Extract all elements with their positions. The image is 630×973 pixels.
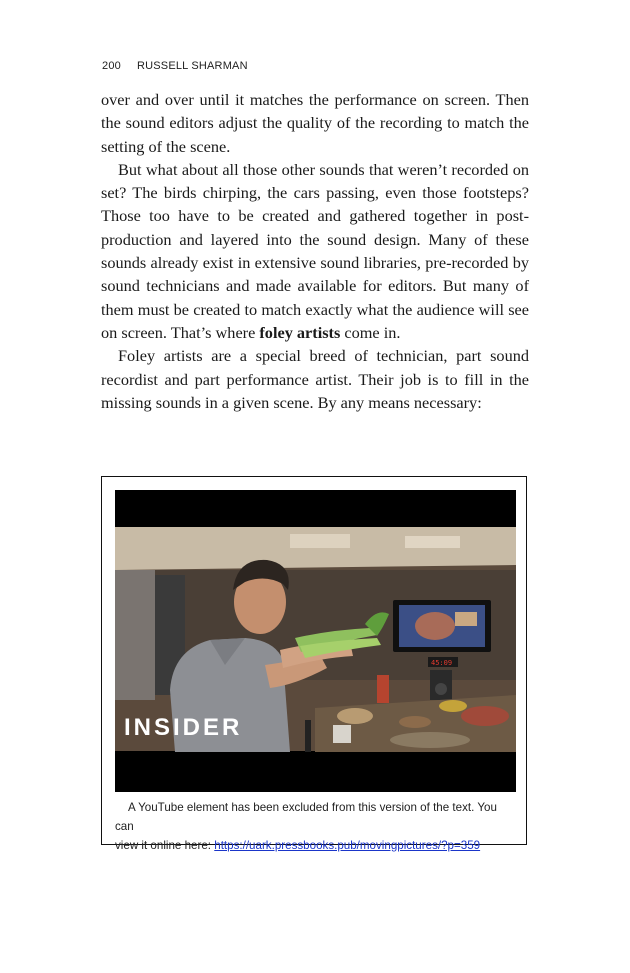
paragraph-2	[101, 158, 529, 344]
paragraph-1: over and over until it matches the performance on screen. Then the sound editors adjust the quality of the recording to match the setting of the scene.	[101, 90, 529, 156]
running-head	[102, 60, 248, 72]
foley-artists-term: foley artists	[259, 322, 341, 342]
video-link[interactable]: https://uark.pressbooks.pub/movingpictures/?p=359	[214, 839, 481, 852]
caption-line-2	[115, 836, 516, 855]
paragraph-3: Foley artists are a special breed of technician, part sound recordist and part performance artist. Their job is to fill in the missing sounds in a given scene. By any means necessary:	[101, 346, 529, 412]
running-head-author: RUSSELL SHARMAN	[136, 60, 248, 72]
insider-logo: INSIDER	[124, 714, 243, 741]
paragraph-2-text: But what about all those other sounds that weren’t recorded on set? The birds chirping, the cars passing, even those footsteps? Those too have to be created and gathered together in post-production and layered into the sound design. Many of these sounds already exist in extensive sound libraries, pre-recorded by sound technicians and made available for editors. But many of them must be created to match exactly what the audience will see on screen. That’s where	[101, 159, 529, 342]
video-thumbnail[interactable]	[115, 490, 516, 792]
body-text	[101, 88, 529, 414]
svg-text:45:09: 45:09	[431, 659, 453, 667]
video-still-image	[115, 490, 516, 792]
page-number: 200	[102, 60, 121, 72]
video-embed-box	[101, 476, 527, 852]
caption-line-1: A YouTube element has been excluded from this version of the text. You can	[115, 801, 497, 833]
paragraph-2-ending: come in.	[340, 322, 401, 342]
caption-prefix: view it online here:	[115, 839, 215, 852]
embed-caption	[115, 798, 516, 855]
